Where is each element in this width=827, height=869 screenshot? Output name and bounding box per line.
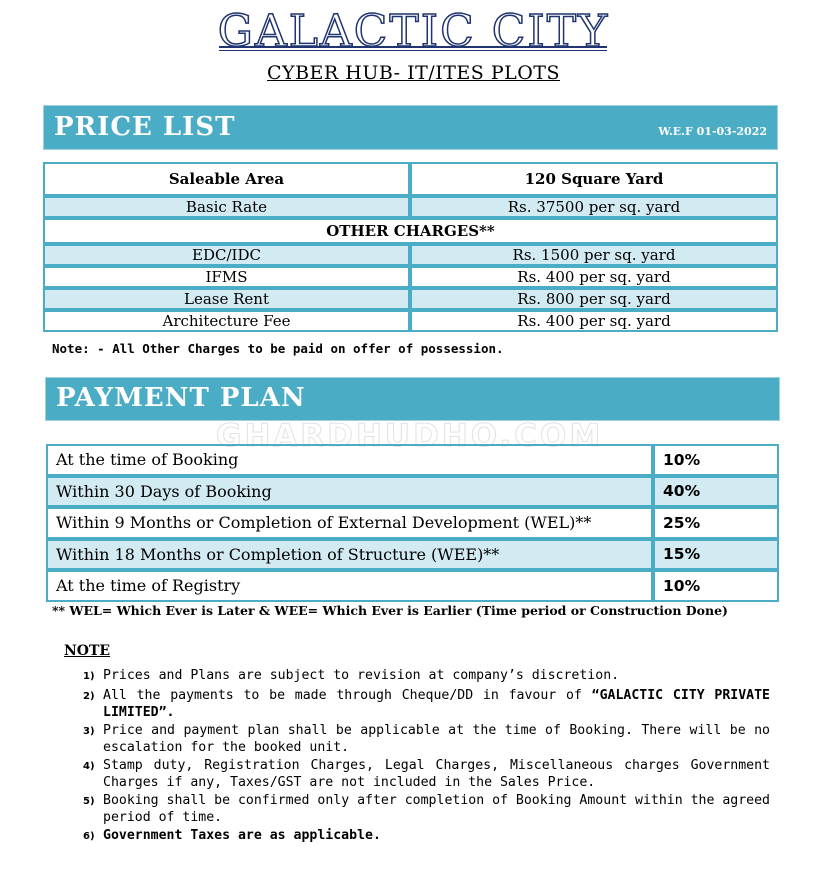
charge-value: Rs. 1500 per sq. yard (410, 244, 778, 266)
list-number: 5) (83, 795, 95, 807)
other-charges-heading: OTHER CHARGES** (43, 218, 778, 244)
list-number: 1) (83, 671, 95, 682)
charge-label: IFMS (43, 266, 410, 288)
payment-plan-banner (45, 377, 780, 421)
note-text: Booking shall be confirmed only after completion of Booking Amount within the agreed period of time. (103, 792, 770, 825)
table-row (43, 288, 778, 310)
title-underline-thin (219, 50, 607, 51)
page-subtitle: CYBER HUB- IT/ITES PLOTS (267, 62, 560, 84)
price-note: Note: - All Other Charges to be paid on offer of possession. (52, 341, 504, 356)
basic-rate-value: Rs. 37500 per sq. yard (410, 196, 778, 218)
plan-stage: At the time of Booking (46, 444, 653, 476)
charge-value: Rs. 400 per sq. yard (410, 310, 778, 332)
table-row (43, 244, 778, 266)
plan-stage: Within 30 Days of Booking (46, 476, 653, 508)
watermark: GHARDHUDHO.COM (216, 418, 604, 454)
plan-stage: At the time of Registry (46, 570, 653, 602)
list-item (78, 687, 770, 722)
price-table (43, 162, 778, 332)
basic-rate-label: Basic Rate (43, 196, 410, 218)
plan-percent: 40% (653, 476, 779, 508)
note-text (103, 688, 770, 721)
note-text: Price and payment plan shall be applicable at the time of Booking. There will be no escalation for the booked unit. (103, 722, 770, 755)
table-row (43, 196, 778, 218)
list-item (78, 827, 770, 845)
wef-date: W.E.F 01-03-2022 (658, 125, 767, 138)
plan-percent: 25% (653, 507, 779, 539)
table-row (46, 476, 779, 508)
saleable-area-label: Saleable Area (43, 162, 410, 196)
saleable-area-value: 120 Square Yard (410, 162, 778, 196)
list-item (78, 792, 770, 827)
list-item (78, 667, 770, 685)
list-item (78, 722, 770, 757)
list-number: 2) (83, 690, 95, 702)
charge-value: Rs. 400 per sq. yard (410, 266, 778, 288)
list-number: 6) (83, 830, 95, 842)
notes-list (78, 667, 770, 844)
charge-label: Architecture Fee (43, 310, 410, 332)
charge-label: EDC/IDC (43, 244, 410, 266)
page-title: GALACTIC CITY (217, 6, 610, 57)
list-item (78, 757, 770, 792)
note-text-part: All the payments to be made through Cheque/DD in favour of (103, 687, 592, 703)
plan-footnote: ** WEL= Which Ever is Later & WEE= Which Ever is Earlier (Time period or Construction Done) (52, 603, 728, 618)
table-row (43, 310, 778, 332)
plan-stage: Within 18 Months or Completion of Structure (WEE)** (46, 539, 653, 571)
price-list-banner (43, 105, 778, 150)
company-name: “GALACTIC CITY PRIVATE LIMITED”. (103, 687, 771, 720)
note-text: Prices and Plans are subject to revision at company’s discretion. (103, 668, 620, 683)
list-number: 3) (83, 725, 95, 737)
plan-percent: 10% (653, 570, 779, 602)
table-row (43, 266, 778, 288)
payment-plan-table (46, 444, 779, 602)
table-row (43, 218, 778, 244)
price-list-title: PRICE LIST (54, 112, 236, 142)
note-text: Government Taxes are as applicable. (103, 827, 381, 843)
table-row (43, 162, 778, 196)
table-row (46, 444, 779, 476)
table-row (46, 570, 779, 602)
title-underline (219, 46, 607, 48)
charge-label: Lease Rent (43, 288, 410, 310)
note-text: Stamp duty, Registration Charges, Legal Charges, Miscellaneous charges Government Charges if any, Taxes/GST are not included in the Sales Price. (103, 757, 770, 790)
notes-heading: NOTE (64, 643, 111, 659)
list-number: 4) (83, 760, 95, 772)
payment-plan-title: PAYMENT PLAN (56, 383, 306, 413)
table-row (46, 539, 779, 571)
plan-percent: 15% (653, 539, 779, 571)
plan-percent: 10% (653, 444, 779, 476)
table-row (46, 507, 779, 539)
plan-stage: Within 9 Months or Completion of External Development (WEL)** (46, 507, 653, 539)
charge-value: Rs. 800 per sq. yard (410, 288, 778, 310)
